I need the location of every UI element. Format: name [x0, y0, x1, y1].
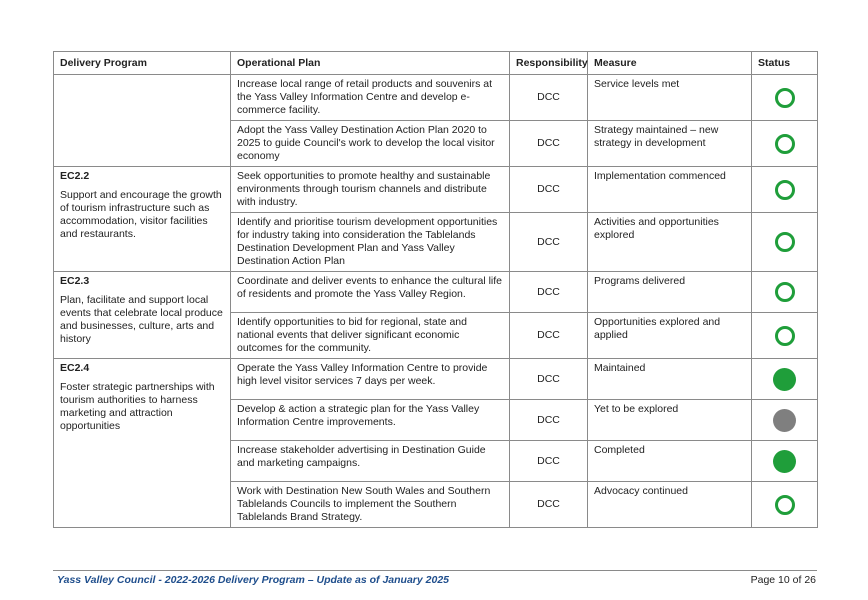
responsibility-cell: DCC — [510, 75, 588, 121]
measure-cell: Programs delivered — [588, 272, 752, 313]
operational-plan-cell: Seek opportunities to promote healthy and sustainable environments through tourism channels and distribute with industry. — [231, 167, 510, 213]
program-code: EC2.4 — [60, 362, 90, 374]
open-green-circle-icon — [775, 282, 795, 302]
delivery-program-table — [53, 51, 818, 528]
responsibility-cell: DCC — [510, 272, 588, 313]
status-cell — [752, 167, 818, 213]
measure-cell: Yet to be explored — [588, 400, 752, 441]
open-green-circle-icon — [775, 495, 795, 515]
program-description: Support and encourage the growth of tourism infrastructure such as accommodation, visitor facilities and restaurants. — [60, 189, 222, 240]
open-green-circle-icon — [775, 326, 795, 346]
responsibility-cell: DCC — [510, 400, 588, 441]
status-cell — [752, 75, 818, 121]
open-green-circle-icon — [775, 134, 795, 154]
footer-divider — [53, 570, 817, 571]
program-description: Plan, facilitate and support local events that celebrate local produce and businesses, culture, arts and history — [60, 294, 223, 345]
operational-plan-cell: Increase stakeholder advertising in Destination Guide and marketing campaigns. — [231, 441, 510, 482]
operational-plan-cell: Coordinate and deliver events to enhance the cultural life of residents and promote the Yass Valley Region. — [231, 272, 510, 313]
status-cell — [752, 121, 818, 167]
header-status: Status — [752, 52, 818, 75]
footer-page-number: Page 10 of 26 — [750, 574, 816, 586]
measure-cell: Implementation commenced — [588, 167, 752, 213]
status-cell — [752, 213, 818, 272]
status-cell — [752, 441, 818, 482]
responsibility-cell: DCC — [510, 213, 588, 272]
table-body — [54, 75, 818, 528]
status-cell — [752, 400, 818, 441]
operational-plan-cell: Operate the Yass Valley Information Centre to provide high level visitor services 7 days per week. — [231, 359, 510, 400]
measure-cell: Maintained — [588, 359, 752, 400]
open-green-circle-icon — [775, 88, 795, 108]
delivery-program-cell — [54, 272, 231, 359]
status-cell — [752, 313, 818, 359]
operational-plan-cell: Identify and prioritise tourism development opportunities for industry taking into consideration the Tablelands Destination Development Plan and Yass Valley Destination Action Plan — [231, 213, 510, 272]
responsibility-cell: DCC — [510, 121, 588, 167]
header-operational-plan: Operational Plan — [231, 52, 510, 75]
footer-document-title: Yass Valley Council - 2022-2026 Delivery Program – Update as of January 2025 — [57, 574, 450, 586]
delivery-program-cell — [54, 75, 231, 167]
responsibility-cell: DCC — [510, 441, 588, 482]
responsibility-cell: DCC — [510, 482, 588, 528]
measure-cell: Service levels met — [588, 75, 752, 121]
filled-grey-circle-icon — [773, 409, 796, 432]
header-measure: Measure — [588, 52, 752, 75]
measure-cell: Activities and opportunities explored — [588, 213, 752, 272]
table-row — [54, 272, 818, 313]
delivery-program-cell — [54, 359, 231, 528]
operational-plan-cell: Adopt the Yass Valley Destination Action Plan 2020 to 2025 to guide Council's work to develop the local visitor economy — [231, 121, 510, 167]
table-row — [54, 167, 818, 213]
operational-plan-cell: Work with Destination New South Wales and Southern Tablelands Councils to implement the Southern Tablelands Brand Strategy. — [231, 482, 510, 528]
operational-plan-cell: Develop & action a strategic plan for the Yass Valley Information Centre improvements. — [231, 400, 510, 441]
filled-green-circle-icon — [773, 450, 796, 473]
responsibility-cell: DCC — [510, 313, 588, 359]
header-delivery-program: Delivery Program — [54, 52, 231, 75]
program-code: EC2.3 — [60, 275, 90, 287]
table-row — [54, 359, 818, 400]
measure-cell: Strategy maintained – new strategy in development — [588, 121, 752, 167]
header-responsibility: Responsibility — [510, 52, 588, 75]
table-row — [54, 75, 818, 121]
operational-plan-cell: Increase local range of retail products and souvenirs at the Yass Valley Information Centre and develop e-commerce facility. — [231, 75, 510, 121]
measure-cell: Opportunities explored and applied — [588, 313, 752, 359]
status-cell — [752, 272, 818, 313]
program-code: EC2.2 — [60, 170, 90, 182]
responsibility-cell: DCC — [510, 359, 588, 400]
open-green-circle-icon — [775, 180, 795, 200]
status-cell — [752, 359, 818, 400]
table-header-row — [54, 52, 818, 75]
program-description: Foster strategic partnerships with tourism authorities to harness marketing and attraction opportunities — [60, 381, 215, 432]
responsibility-cell: DCC — [510, 167, 588, 213]
open-green-circle-icon — [775, 232, 795, 252]
operational-plan-cell: Identify opportunities to bid for regional, state and national events that deliver significant economic outcomes for the community. — [231, 313, 510, 359]
measure-cell: Completed — [588, 441, 752, 482]
delivery-program-cell — [54, 167, 231, 272]
measure-cell: Advocacy continued — [588, 482, 752, 528]
filled-green-circle-icon — [773, 368, 796, 391]
status-cell — [752, 482, 818, 528]
